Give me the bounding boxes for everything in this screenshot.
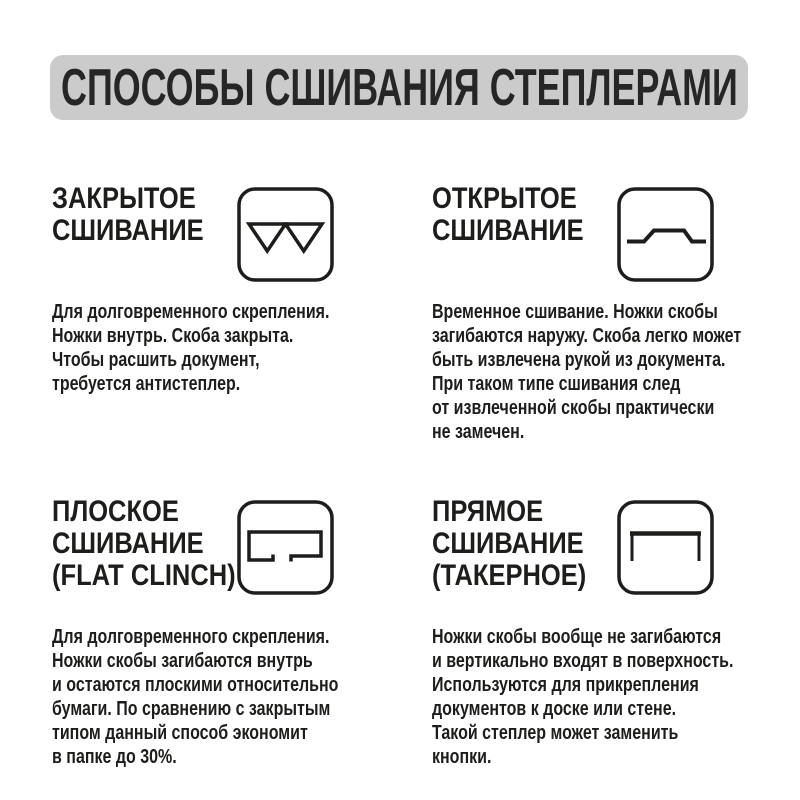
title-line: СШИВАНИЕ — [432, 214, 584, 247]
staple-closed-icon — [237, 187, 334, 282]
description-line: бумаги. По сравнению с закрытым — [52, 698, 331, 720]
section-direct-stitching — [432, 496, 800, 800]
icon-border — [239, 189, 332, 280]
closed-staple-right-triangle — [286, 224, 323, 251]
staple-flat-clinch-icon-svg — [237, 500, 334, 595]
description-line: При таком типе сшивания след — [432, 373, 681, 395]
description-line: Ножки внутрь. Скоба закрыта. — [52, 325, 294, 347]
description-line: Такой степлер может заменить — [432, 722, 679, 744]
staple-closed-icon-svg — [237, 187, 334, 282]
flat-clinch-description — [52, 625, 420, 769]
description-line: в папке до 30%. — [52, 746, 177, 768]
section-open-stitching — [432, 183, 800, 495]
description-line: типом данный способ экономит — [52, 722, 308, 744]
staple-direct-icon-svg — [617, 500, 714, 595]
staple-direct-icon — [617, 500, 714, 595]
page-title: СПОСОБЫ СШИВАНИЯ СТЕПЛЕРАМИ — [60, 58, 738, 117]
description-line: Ножки скобы загибаются внутрь — [52, 650, 313, 672]
open-stitching-description — [432, 300, 800, 444]
title-line: (ТАКЕРНОЕ) — [432, 559, 587, 592]
title-line: СШИВАНИЕ — [52, 214, 204, 247]
staple-open-icon — [617, 187, 714, 282]
closed-staple-left-triangle — [249, 224, 286, 251]
staple-open-icon-svg — [617, 187, 714, 282]
title-line: ЗАКРЫТОЕ — [52, 182, 196, 215]
description-line: Ножки скобы вообще не загибаются — [432, 626, 722, 648]
title-line: ОТКРЫТОЕ — [432, 182, 577, 215]
staple-flat-clinch-icon — [237, 500, 334, 595]
title-line: (FLAT CLINCH) — [52, 559, 236, 592]
closed-stitching-description — [52, 300, 420, 396]
open-staple-shape — [627, 231, 706, 242]
description-line: Для долговременного скрепления. — [52, 626, 330, 648]
description-line: требуется антистеплер. — [52, 373, 241, 395]
section-flat-clinch-stitching — [52, 496, 422, 800]
title-line: ПЛОСКОЕ — [52, 495, 179, 528]
description-line: не замечен. — [432, 421, 525, 443]
icon-border — [239, 502, 332, 593]
description-line: документов к доске или стене. — [432, 698, 677, 720]
icon-border — [619, 189, 712, 280]
description-line: кнопки. — [432, 746, 492, 768]
section-closed-stitching — [52, 183, 422, 495]
description-line: Временное сшивание. Ножки скобы — [432, 301, 718, 323]
description-line: быть извлечена рукой из документа. — [432, 349, 726, 371]
title-line: СШИВАНИЕ — [52, 527, 204, 560]
description-line: Используются для прикрепления — [432, 674, 699, 696]
description-line: и вертикально входят в поверхность. — [432, 650, 734, 672]
description-line: и остаются плоскими относительно — [52, 674, 339, 696]
title-line: ПРЯМОЕ — [432, 495, 544, 528]
description-line: загибаются наружу. Скоба легко может — [432, 325, 742, 347]
description-line: Для долговременного скрепления. — [52, 301, 330, 323]
description-line: от извлеченной скобы практически — [432, 397, 715, 419]
title-line: СШИВАНИЕ — [432, 527, 584, 560]
direct-stitching-description — [432, 625, 800, 769]
description-line: Чтобы расшить документ, — [52, 349, 260, 371]
header-banner — [50, 55, 748, 120]
flat-clinch-staple-shape — [249, 532, 321, 562]
